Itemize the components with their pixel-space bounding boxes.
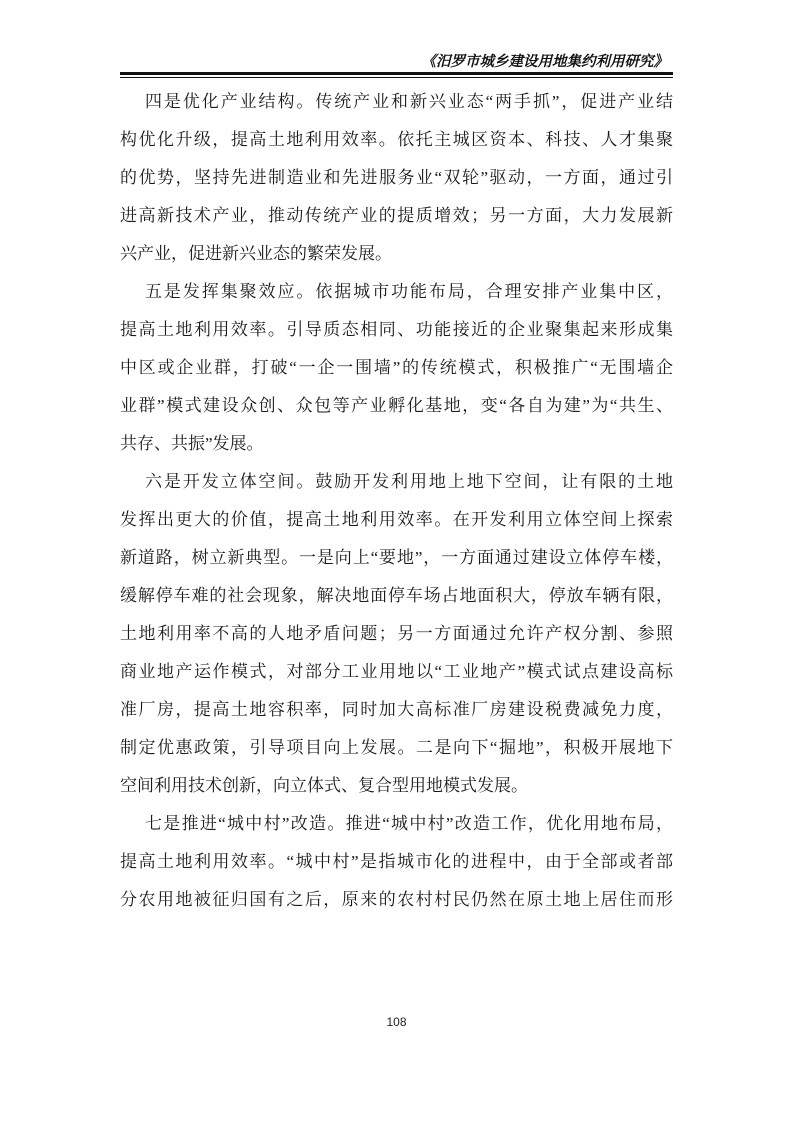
paragraph-line: 提高土地利用效率。引导质态相同、功能接近的企业聚集起来形成集 bbox=[120, 320, 673, 339]
running-header-title: 《汨罗市城乡建设用地集约利用研究》 bbox=[421, 54, 668, 70]
paragraph-line: 制定优惠政策，引导项目向上发展。二是向下“掘地”，积极开展地下 bbox=[120, 738, 673, 757]
paragraph-vertical-space bbox=[120, 463, 673, 805]
paragraph-industry-structure bbox=[120, 83, 673, 273]
paragraph-line: 空间利用技术创新，向立体式、复合型用地模式发展。 bbox=[120, 776, 528, 795]
paragraph-line: 业群”模式建设众创、众包等产业孵化基地，变“各自为建”为“共生、 bbox=[120, 396, 673, 415]
paragraph-line: 缓解停车难的社会现象，解决地面停车场占地面积大，停放车辆有限， bbox=[120, 586, 673, 605]
paragraph-line: 进高新技术产业，推动传统产业的提质增效；另一方面，大力发展新 bbox=[120, 206, 673, 225]
paragraph-line: 提高土地利用效率。“城中村”是指城市化的进程中，由于全部或者部 bbox=[120, 852, 673, 871]
paragraph-line: 的优势，坚持先进制造业和先进服务业“双轮”驱动，一方面，通过引 bbox=[120, 168, 673, 187]
paragraph-line: 分农用地被征归国有之后，原来的农村村民仍然在原土地上居住而形 bbox=[120, 890, 673, 909]
paragraph-line: 七是推进“城中村”改造。推进“城中村”改造工作，优化用地布局， bbox=[145, 814, 673, 833]
paragraph-line: 发挥出更大的价值，提高土地利用效率。在开发利用立体空间上探索 bbox=[120, 510, 673, 529]
paragraph-line: 准厂房，提高土地容积率，同时加大高标准厂房建设税费减免力度， bbox=[120, 700, 673, 719]
paragraph-line: 兴产业，促进新兴业态的繁荣发展。 bbox=[120, 244, 392, 263]
paragraph-agglomeration bbox=[120, 273, 673, 463]
paragraph-line: 四是优化产业结构。传统产业和新兴业态“两手抓”，促进产业结 bbox=[145, 92, 673, 111]
paragraph-urban-village bbox=[120, 805, 673, 919]
paragraph-line: 中区或企业群，打破“一企一围墙”的传统模式，积极推广“无围墙企 bbox=[120, 358, 673, 377]
paragraph-line: 六是开发立体空间。鼓励开发利用地上地下空间，让有限的土地 bbox=[145, 472, 673, 491]
page-number: 108 bbox=[386, 1015, 407, 1029]
paragraph-line: 构优化升级，提高土地利用效率。依托主城区资本、科技、人才集聚 bbox=[120, 130, 673, 149]
paragraph-line: 新道路，树立新典型。一是向上“要地”，一方面通过建设立体停车楼， bbox=[120, 548, 673, 567]
paragraph-line: 土地利用率不高的人地矛盾问题；另一方面通过允许产权分割、参照 bbox=[120, 624, 673, 643]
paragraph-line: 共存、共振”发展。 bbox=[120, 434, 264, 453]
paragraph-line: 商业地产运作模式，对部分工业用地以“工业地产”模式试点建设高标 bbox=[120, 662, 673, 681]
paragraph-line: 五是发挥集聚效应。依据城市功能布局，合理安排产业集中区， bbox=[145, 282, 673, 301]
header-rule-thin bbox=[120, 77, 673, 78]
body-text bbox=[120, 83, 673, 919]
header-rule-thick bbox=[120, 72, 673, 75]
